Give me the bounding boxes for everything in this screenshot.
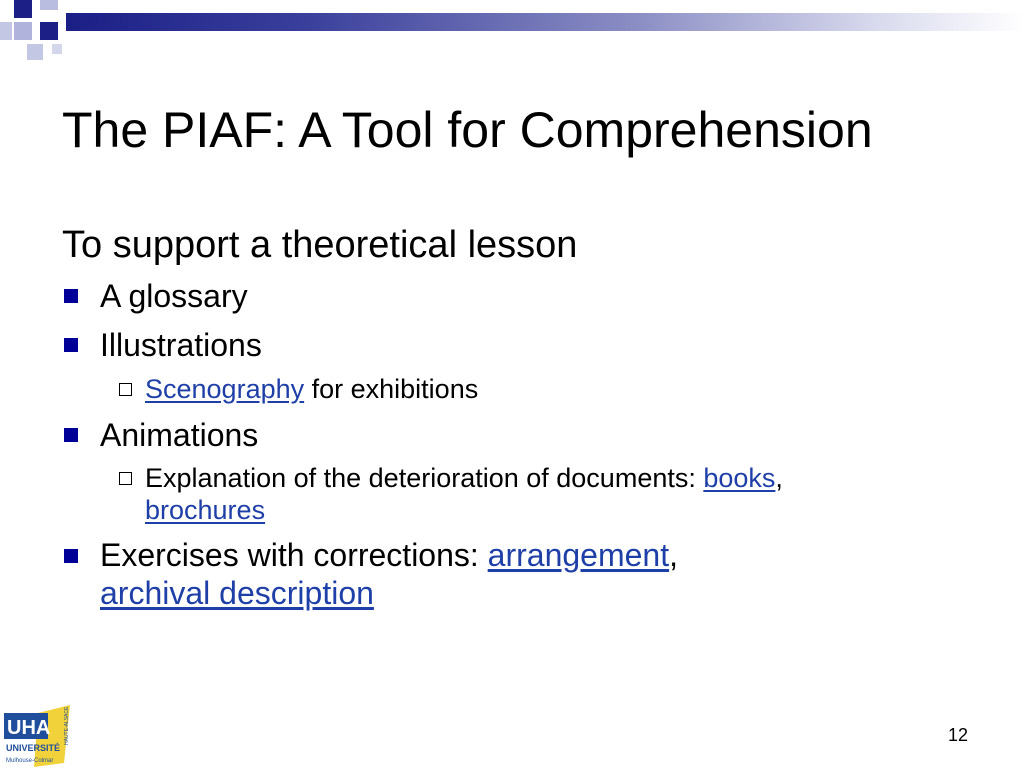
logo-cities-text: Mulhouse-Colmar <box>6 758 54 764</box>
exercises-text: Exercises with corrections: <box>100 537 488 573</box>
deco-square <box>14 0 32 18</box>
explanation-text: Explanation of the deterioration of documents: <box>145 463 704 493</box>
uha-logo-graphic <box>4 705 74 768</box>
bullet-square-icon <box>64 428 78 442</box>
comma-text: , <box>669 537 678 573</box>
books-link[interactable]: books <box>703 463 776 493</box>
subbullet-explanation <box>145 462 783 494</box>
bullet-glossary: A glossary <box>100 278 248 314</box>
logo-university-text: UNIVERSITÉ <box>6 743 61 753</box>
bullet-exercises <box>100 536 678 574</box>
brochures-link[interactable]: brochures <box>145 495 266 525</box>
bullet-animations: Animations <box>100 417 259 453</box>
bullet-illustrations: Illustrations <box>100 327 262 363</box>
bullet-hollow-square-icon <box>119 472 132 485</box>
bullet-square-icon <box>64 549 78 563</box>
deco-square <box>40 22 58 40</box>
subbullet-explanation-line2 <box>145 494 265 526</box>
deco-square <box>40 0 58 10</box>
deco-square <box>14 22 32 40</box>
logo-region-text: HAUTE-ALSACE <box>64 706 70 745</box>
archival-description-link[interactable]: archival description <box>100 575 374 611</box>
arrangement-link[interactable]: arrangement <box>487 537 670 573</box>
uha-logo <box>4 705 74 768</box>
scenography-link[interactable]: Scenography <box>145 374 305 404</box>
header-decoration <box>0 0 1024 70</box>
bullet-exercises-line2 <box>100 574 374 612</box>
deco-square <box>52 44 62 54</box>
slide-title: The PIAF: A Tool for Comprehension <box>62 102 873 158</box>
comma-text: , <box>775 463 783 493</box>
slide-subtitle: To support a theoretical lesson <box>62 224 578 266</box>
bullet-square-icon <box>64 289 78 303</box>
subbullet-scenography <box>145 373 478 405</box>
deco-square <box>27 44 43 60</box>
logo-uha-text: UHA <box>7 717 51 739</box>
scenography-rest-text: for exhibitions <box>304 374 479 404</box>
deco-square <box>0 22 12 40</box>
bullet-square-icon <box>64 338 78 352</box>
page-number: 12 <box>947 725 968 745</box>
bullet-hollow-square-icon <box>119 383 132 396</box>
header-gradient-band <box>66 13 1024 31</box>
